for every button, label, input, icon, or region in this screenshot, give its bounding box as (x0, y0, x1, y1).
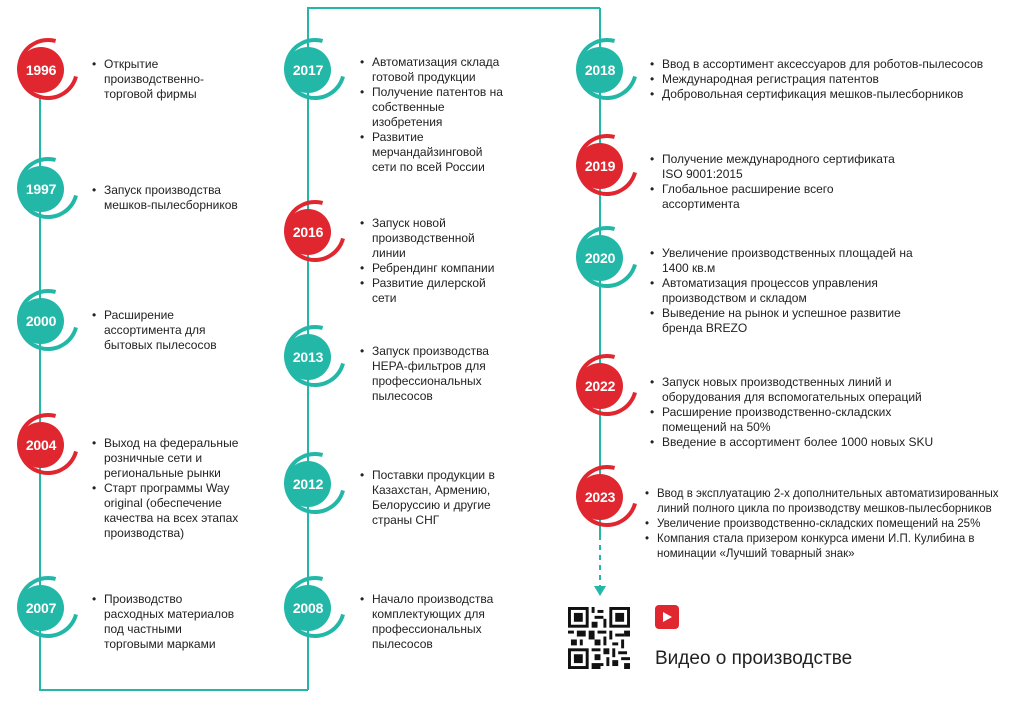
milestone-2017-desc: • Автоматизация склада готовой продукции • Получение патентов на собственные изобретения • Развитие мерчандайзинговой сети по всей России (360, 55, 510, 175)
year-node-2019: 2019 (577, 143, 623, 189)
year-node-2004: 2004 (18, 422, 64, 468)
year-node-2016: 2016 (285, 209, 331, 255)
milestone-1996-desc: • Открытие производственно-торговой фирмы (92, 57, 232, 102)
year-node-2022: 2022 (577, 363, 623, 409)
year-node-2008: 2008 (285, 585, 331, 631)
milestone-2019-desc: • Получение международного сертификата ISO 9001:2015 • Глобальное расширение всего ассортимента (650, 152, 900, 212)
year-node-1996: 1996 (18, 47, 64, 93)
year-node-2007: 2007 (18, 585, 64, 631)
milestone-2023-desc: • Ввод в эксплуатацию 2-х дополнительных автоматизированных линий полного цикла по производству мешков-пылесборников • Увеличение производственно-складских помещений на 25% • Компания стала призером конкурса имени И.П. Кулибина в номинации «Лучший товарный знак» (645, 487, 1013, 562)
year-node-2012: 2012 (285, 461, 331, 507)
year-node-2023: 2023 (577, 474, 623, 520)
milestone-2020-desc: • Увеличение производственных площадей на 1400 кв.м • Автоматизация процессов управления производством и складом • Выведение на рынок и успешное развитие бренда BREZO (650, 246, 920, 336)
milestone-2008-desc: • Начало производства комплектующих для профессиональных пылесосов (360, 592, 510, 652)
milestone-2007-desc: • Производство расходных материалов под частными торговыми марками (92, 592, 242, 652)
year-node-2020: 2020 (577, 235, 623, 281)
milestone-2012-desc: • Поставки продукции в Казахстан, Армению, Белоруссию и другие страны СНГ (360, 468, 510, 528)
year-node-2017: 2017 (285, 47, 331, 93)
year-node-2018: 2018 (577, 47, 623, 93)
milestone-2000-desc: • Расширение ассортимента для бытовых пылесосов (92, 308, 242, 353)
arrow-down-icon (594, 586, 606, 596)
milestone-2018-desc: • Ввод в ассортимент аксессуаров для роботов-пылесосов • Международная регистрация патентов • Добровольная сертификация мешков-пылесборников (650, 57, 990, 102)
year-node-2000: 2000 (18, 298, 64, 344)
milestone-2004-desc: • Выход на федеральные розничные сети и региональные рынки • Старт программы Way original (обеспечение качества на всех этапах производства) (92, 436, 242, 541)
milestone-2013-desc: • Запуск производства HEPA-фильтров для профессиональных пылесосов (360, 344, 510, 404)
milestone-2016-desc: • Запуск новой производственной линии • Ребрендинг компании • Развитие дилерской сети (360, 216, 510, 306)
qr-code-icon[interactable] (568, 607, 630, 669)
milestone-2022-desc: • Запуск новых производственных линий и оборудования для вспомогательных операций • Расширение производственно-складских помещений на 50% • Введение в ассортимент более 1000 новых SKU (650, 375, 950, 450)
milestone-1997-desc: • Запуск производства мешков-пылесборников (92, 183, 252, 213)
video-link[interactable]: Видео о производстве (655, 648, 853, 669)
year-node-2013: 2013 (285, 334, 331, 380)
year-node-1997: 1997 (18, 166, 64, 212)
play-icon[interactable] (655, 605, 679, 629)
